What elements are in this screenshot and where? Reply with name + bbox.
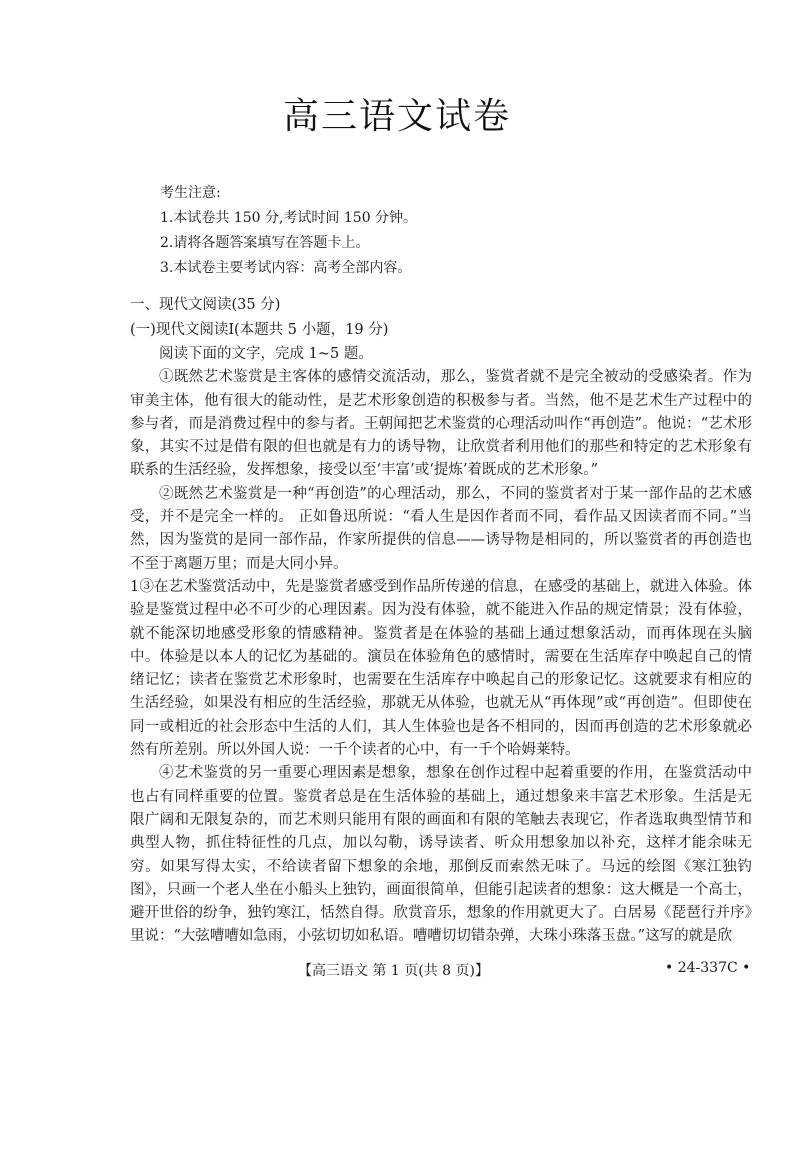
passage-paragraph-3: 1③在艺术鉴赏活动中，先是鉴赏者感受到作品所传递的信息，在感受的基础上，就进入体验。体验是鉴赏过程中必不可少的心理因素。因为没有体验，就不能进入作品的规定情景；没有体验，就不能深切地感受形象的情感精神。鉴赏者是在体验的基础上通过想象活动，而再体现在头脑中。体验是以本人的记忆为基础的。演员在体验角色的感情时，需要在生活库存中唤起自己的情绪记忆；读者在鉴赏艺术形象时，也需要在生活库存中唤起自己的形象记忆。这就要求有相应的生活经验，如果没有相应的生活经验，那就无从体验，也就无从“再体现”或“再创造”。但即使在同一或相近的社会形态中生活的人们，其人生体验也是各不相同的，因而再创造的艺术形象就必然有所差别。所以外国人说：一千个读者的心中，有一千个哈姆莱特。 — [130, 578, 752, 759]
passage-paragraph-2: ②既然艺术鉴赏是一种“再创造”的心理活动，那么，不同的鉴赏者对于某一部作品的艺术感受，并不是完全一样的。 正如鲁迅所说：“看人生是因作者而不同，看作品又因读者而不同。”当然，因为鉴赏的是同一部作品，作家所提供的信息——诱导物是相同的，所以鉴赏者的再创造也不至于离题万里；而是大同小异。 — [130, 485, 752, 572]
passage-paragraph-4: ④艺术鉴赏的另一重要心理因素是想象，想象在创作过程中起着重要的作用，在鉴赏活动中也占有同样重要的位置。鉴赏者总是在生活体验的基础上，通过想象来丰富艺术形象。生活是无限广阔和无限复杂的，而艺术则只能用有限的画面和有限的笔触去表现它，作者选取典型情节和典型人物，抓住特征性的几点，加以勾勒，诱导读者、听众用想象加以补充，这样才能余味无穷。如果写得太实，不给读者留下想象的余地，那倒反而索然无味了。马远的绘图《寒江独钓图》，只画一个老人坐在小船头上独钓，画面很简单，但能引起读者的想象：这大概是一个高士，避开世俗的纷争，独钓寒江，恬然自得。欣赏音乐，想象的作用就更大了。白居易《琵琶行并序》里说：“大弦嘈嘈如急雨，小弦切切如私语。嘈嘈切切错杂弹，大珠小珠落玉盘。”这写的就是欣 — [130, 765, 752, 945]
notice-item: 1.本试卷共 150 分,考试时间 150 分钟。 — [160, 210, 418, 226]
section-subheading: (一)现代文阅读Ⅰ(本题共 5 小题，19 分) — [130, 322, 389, 338]
notice-item: 3.本试卷主要考试内容：高考全部内容。 — [160, 260, 412, 276]
passage-instruction: 阅读下面的文字，完成 1~5 题。 — [159, 346, 373, 362]
section-heading: 一、现代文阅读(35 分) — [130, 297, 281, 313]
page-number-label: 【高三语文 第 1 页(共 8 页)】 — [298, 963, 489, 979]
candidate-notice — [160, 181, 720, 281]
passage-paragraph-1: ①既然艺术鉴赏是主客体的感情交流活动，那么，鉴赏者就不是完全被动的受感染者。作为审美主体，他有很大的能动性，是艺术形象创造的积极参与者。当然，他不是艺术生产过程中的参与者，而是消费过程中的参与者。王朝闻把艺术鉴赏的心理活动叫作“再创造”。他说：“艺术形象，其实不过是借有限的但也就是有力的诱导物，让欣赏者利用他们的那些和特定的艺术形象有联系的生活经验，发挥想象，接受以至‘丰富’或‘提炼’着既成的艺术形象。” — [130, 369, 752, 479]
notice-heading: 考生注意: — [160, 185, 221, 201]
exam-title: 高三语文试卷 — [282, 96, 511, 137]
notice-item: 2.请将各题答案填写在答题卡上。 — [160, 235, 370, 251]
exam-code: • 24-337C • — [665, 960, 751, 976]
reading-passage — [130, 343, 752, 949]
